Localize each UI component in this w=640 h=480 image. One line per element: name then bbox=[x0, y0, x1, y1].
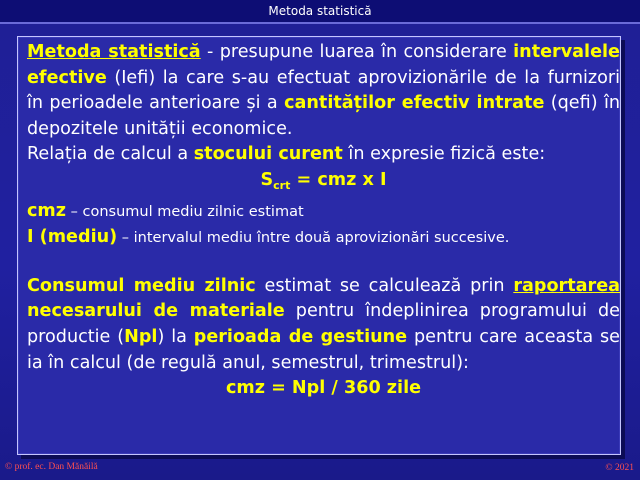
term-i-mediu: I (mediu) bbox=[27, 227, 118, 248]
paragraph-relation: Relația de calcul a stocului curent în expresie fizică este: bbox=[27, 144, 546, 165]
definition-cmz: cmz – consumul mediu zilnic estimat bbox=[27, 200, 304, 221]
term-stocul-curent: stocului curent bbox=[193, 144, 343, 165]
footer-year: © 2021 bbox=[605, 463, 634, 473]
term-raportarea: raportarea bbox=[513, 275, 620, 296]
slide-title: Metoda statistică bbox=[268, 4, 372, 18]
definition-interval: I (mediu) – intervalul mediu între două aprovizionări succesive. bbox=[27, 227, 510, 248]
term-cmz: cmz bbox=[27, 200, 67, 221]
formula-stoc-curent: $S_{crt}$ = cmz x I bbox=[260, 169, 387, 192]
term-metoda-statistica: Metoda statistică bbox=[27, 42, 201, 62]
term-consumul-mediu-zilnic: Consumul mediu zilnic bbox=[27, 275, 256, 296]
term-intervalele-efective: intervalele efective bbox=[27, 42, 620, 88]
spacer bbox=[27, 252, 620, 274]
paragraph-consum-mediu: Consumul mediu zilnic estimat se calculează prin raportarea necesarului de materiale pentru îndeplinirea programului de productie (Npl) la perioada de gestiune pentru care aceasta se ia în calcul (de regulă anul, semestrul, trimestrul): bbox=[27, 275, 620, 373]
slide-title-bar bbox=[0, 0, 640, 24]
paragraph-method-definition: Metoda statistică - presupune luarea în considerare intervalele efective (Iefi) la care s-au efectuat aprovizionările de la furnizori în perioadele anterioare și a cantităților efectiv intrate (qefi) în depozitele unității economice. bbox=[27, 42, 620, 139]
term-necesarul-materiale: necesarului de materiale bbox=[27, 301, 285, 322]
term-npl: Npl bbox=[124, 326, 158, 347]
formula-cmz: cmz = Npl / 360 zile bbox=[225, 378, 422, 399]
term-cantitati-intrate: cantităților efectiv intrate bbox=[284, 93, 545, 114]
slide-content bbox=[27, 40, 620, 402]
term-perioada-gestiune: perioada de gestiune bbox=[193, 326, 408, 347]
footer-author: © prof. ec. Dan Mănăilă bbox=[5, 462, 98, 472]
